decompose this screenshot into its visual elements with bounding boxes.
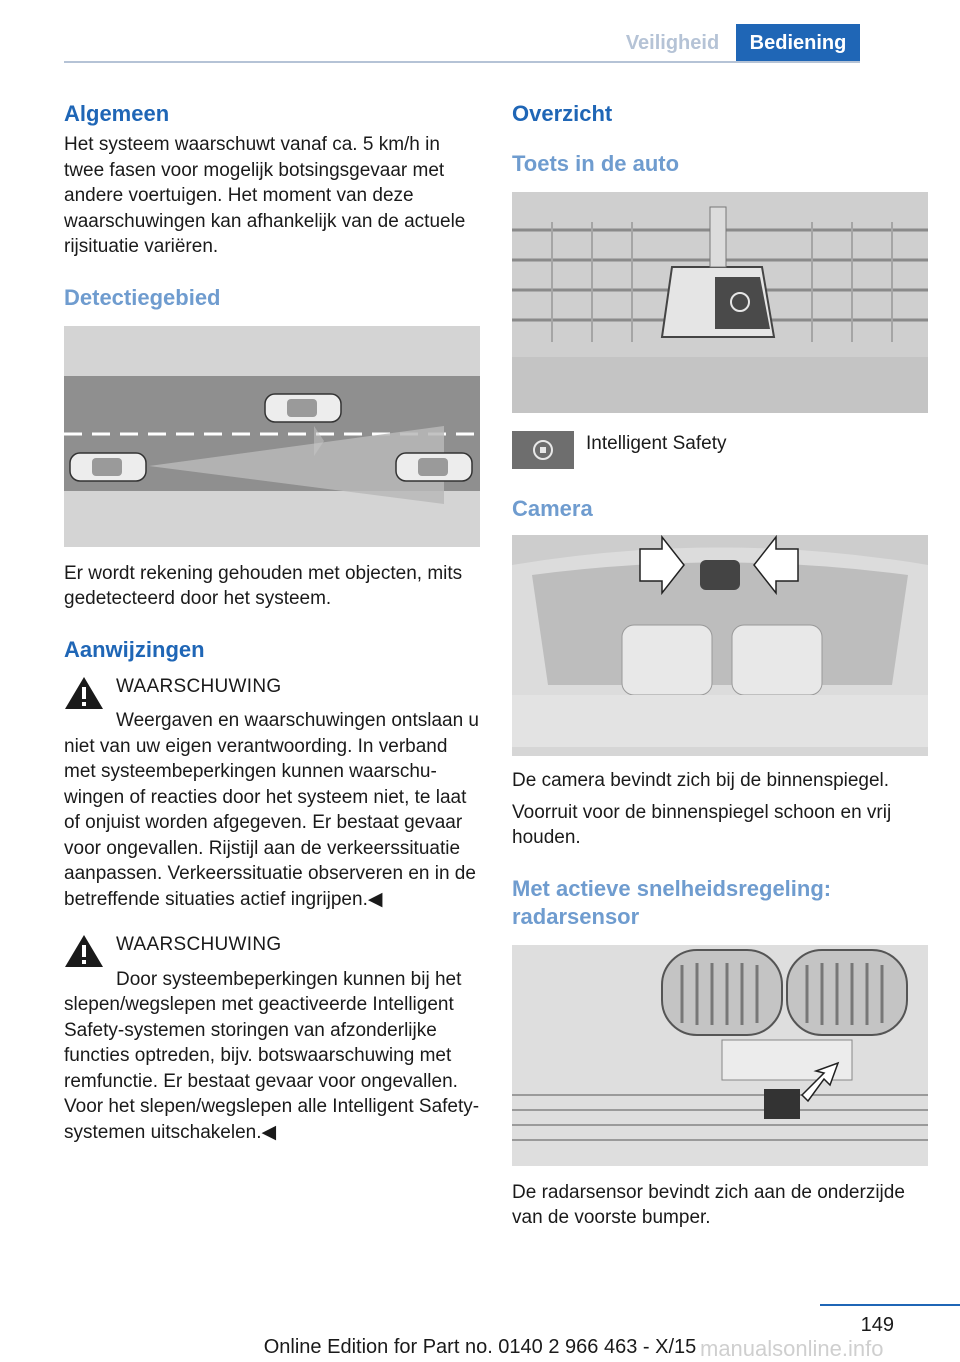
warning-text: Weergaven en waarschuwingen ontslaan u niet van uw eigen verantwoording. In verband met systeembeperkingen kunnen waarschuwingen of reacties door het systeem niet, te laat of onjuist worden afgegeven. Er bestaat gevaar voor ongevallen. Rijstijl aan de verkeerssituatie aanpassen. Verkeerssituatie observeren en in de betreffende situaties actief ingrijpen.◀ <box>64 710 479 910</box>
warning-2 <box>64 932 480 1145</box>
detectie-text: Er wordt rekening gehouden met objecten, mits gedetecteerd door het systeem. <box>64 562 463 609</box>
camera-text-1: De camera bevindt zich bij de binnenspiegel. <box>512 770 890 791</box>
heading-toets: Toets in de auto <box>512 151 680 176</box>
car-left <box>70 453 146 481</box>
button-in-car-figure <box>512 192 928 413</box>
watermark: manualsonline.info <box>700 1336 884 1361</box>
heading-aanwijzingen: Aanwijzingen <box>64 636 205 662</box>
camera-text-2: Voorruit voor de binnenspiegel schoon en vrij houden. <box>512 801 892 848</box>
tab-bediening[interactable]: Bediening <box>736 24 860 62</box>
left-column <box>64 100 480 1145</box>
algemeen-text: Het systeem waarschuwt vanaf ca. 5 km/h in twee fasen voor mogelijk botsingsgevaar met andere voertuigen. Het moment van deze waarschuwingen kan afhankelijk van de actuele rijsituatie variëren. <box>64 134 466 257</box>
intelligent-safety-button-icon <box>512 431 574 469</box>
heading-algemeen: Algemeen <box>64 101 170 126</box>
car-top <box>265 394 341 422</box>
camera-figure <box>512 535 928 756</box>
header-rule <box>64 61 860 63</box>
page-number: 149 <box>860 1314 894 1336</box>
heading-camera: Camera <box>512 496 593 521</box>
warning-title: WAARSCHUWING <box>116 675 282 697</box>
heading-overzicht: Overzicht <box>512 101 613 126</box>
footer-edition: Online Edition for Part no. 0140 2 966 463 - X/15 <box>263 1336 697 1358</box>
heading-detectiegebied: Detectiegebied <box>64 284 221 310</box>
warning-1 <box>64 674 480 913</box>
detection-area-figure <box>64 326 480 547</box>
tab-veiligheid[interactable]: Veiligheid <box>625 32 720 54</box>
warning-icon <box>64 934 104 968</box>
right-column <box>512 100 928 1231</box>
heading-radarsensor: Met actieve snelheidsregeling: radarsensor <box>512 875 832 929</box>
footer-rule <box>820 1304 960 1306</box>
warning-text: Door systeembeperkingen kunnen bij het slepen/wegslepen met geactiveerde Intelligent Safety-systemen storingen van afzonderlijke functies optreden, bijv. botswaarschuwing met remfunctie. Er bestaat gevaar voor ongevallen. Voor het slepen/wegslepen alle Intelligent Safety-systemen uitschakelen.◀ <box>64 968 480 1143</box>
intelligent-safety-label: Intelligent Safety <box>586 433 727 454</box>
radar-sensor-figure <box>512 945 928 1166</box>
radar-text: De radarsensor bevindt zich aan de onderzijde van de voorste bumper. <box>512 1181 905 1228</box>
car-right <box>396 453 472 481</box>
warning-icon <box>64 676 104 710</box>
intelligent-safety-row <box>512 431 928 469</box>
warning-title: WAARSCHUWING <box>116 934 282 955</box>
